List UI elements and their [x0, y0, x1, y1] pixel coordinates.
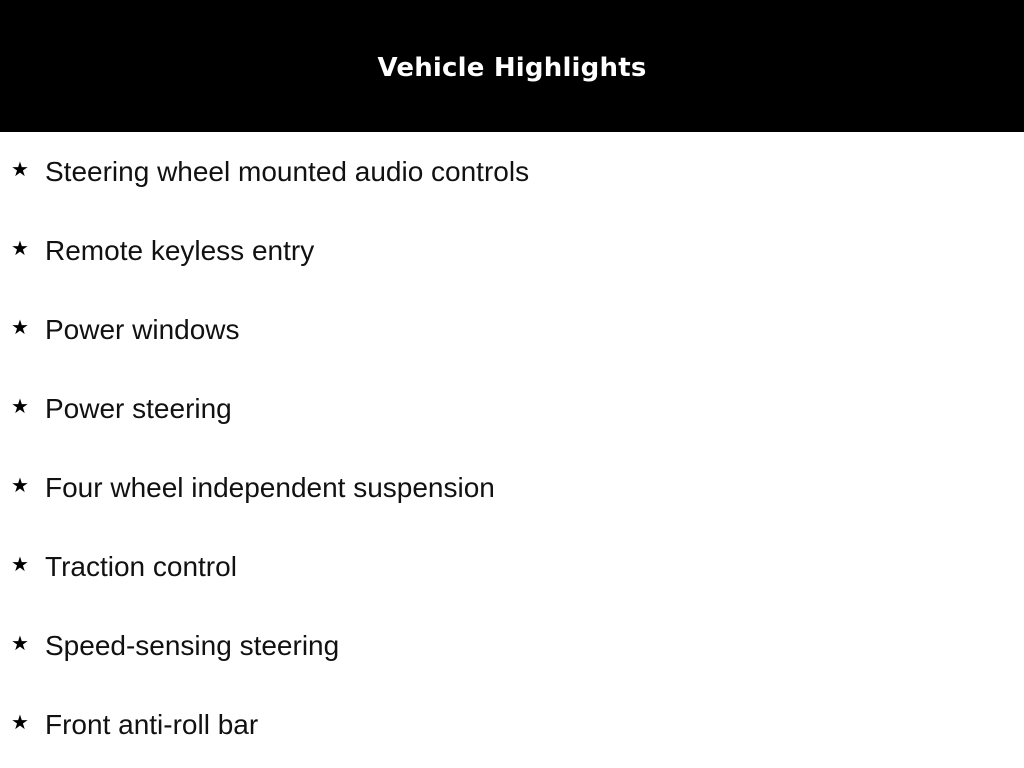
highlight-label: Four wheel independent suspension: [45, 472, 495, 503]
star-icon: ★: [11, 552, 29, 576]
highlight-label: Speed-sensing steering: [45, 630, 340, 661]
highlight-label: Steering wheel mounted audio controls: [45, 156, 530, 187]
highlight-label: Remote keyless entry: [45, 235, 315, 266]
highlight-item: [0, 545, 1024, 624]
highlight-label: Power steering: [45, 393, 232, 424]
highlight-item: [0, 703, 1024, 768]
highlight-item: [0, 624, 1024, 703]
highlight-item: [0, 150, 1024, 229]
highlight-label: Front anti-roll bar: [45, 709, 259, 740]
star-icon: ★: [11, 710, 29, 734]
star-icon: ★: [11, 157, 29, 181]
highlights-list: [0, 150, 1024, 768]
highlight-item: [0, 466, 1024, 545]
header-bar: [0, 0, 1024, 132]
page-title: Vehicle Highlights: [377, 53, 647, 83]
star-icon: ★: [11, 631, 29, 655]
highlight-item: [0, 308, 1024, 387]
highlight-item: [0, 387, 1024, 466]
star-icon: ★: [11, 315, 29, 339]
highlight-label: Power windows: [45, 314, 240, 345]
star-icon: ★: [11, 236, 29, 260]
highlight-item: [0, 229, 1024, 308]
star-icon: ★: [11, 394, 29, 418]
star-icon: ★: [11, 473, 29, 497]
highlight-label: Traction control: [45, 551, 237, 582]
